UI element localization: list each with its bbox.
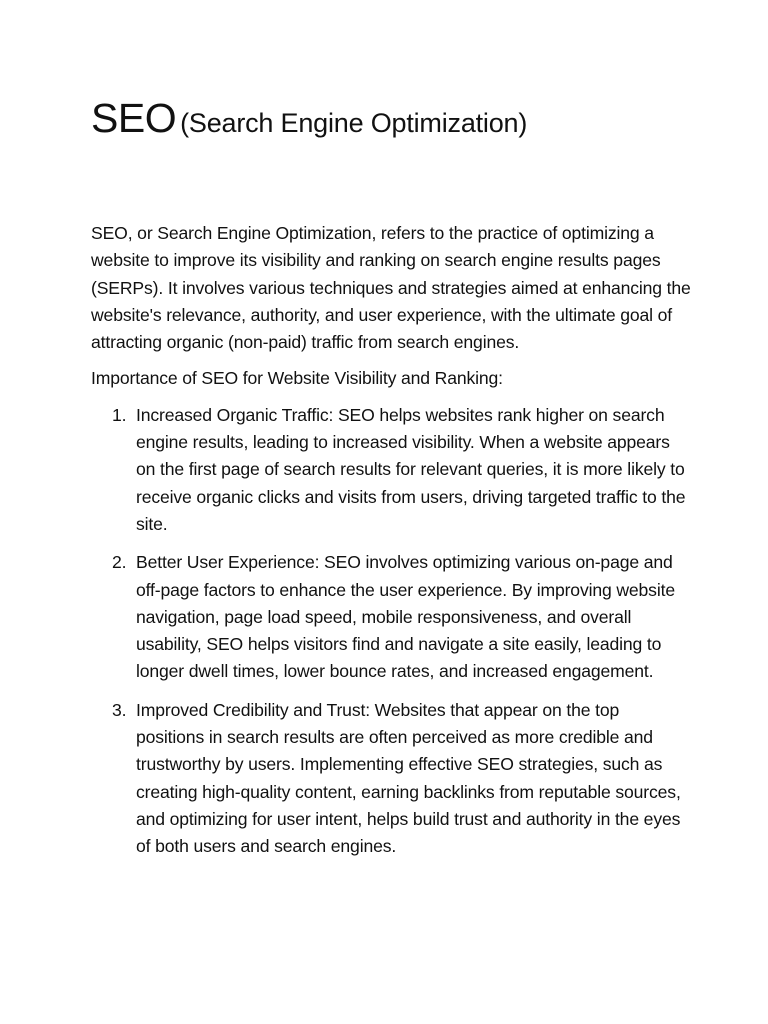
- list-item-text: Better User Experience: SEO involves optimizing various on-page and off-page factors to enhance the user experience. By improving website navigation, page load speed, mobile responsiveness, and overall usability, SEO helps visitors find and navigate a site easily, leading to longer dwell times, lower bounce rates, and increased engagement.: [136, 552, 675, 682]
- list-item-number: 1.: [112, 404, 127, 425]
- title-subtitle: (Search Engine Optimization): [180, 108, 528, 138]
- list-item: [91, 697, 691, 861]
- title-main: SEO: [91, 95, 177, 141]
- list-item-text: Improved Credibility and Trust: Websites that appear on the top positions in search results are often perceived as more credible and trustworthy by users. Implementing effective SEO strategies, such as creating high-quality content, earning backlinks from reputable sources, and optimizing for user intent, helps build trust and authority in the eyes of both users and search engines.: [136, 699, 681, 857]
- importance-heading: Importance of SEO for Website Visibility and Ranking:: [91, 368, 503, 389]
- document-body: [91, 220, 691, 872]
- list-item: [91, 402, 691, 538]
- page-title: [91, 95, 528, 141]
- list-item-number: 2.: [112, 552, 127, 573]
- list-item-number: 3.: [112, 699, 127, 720]
- list-item-text: Increased Organic Traffic: SEO helps websites rank higher on search engine results, leading to increased visibility. When a website appears on the first page of search results for relevant queries, it is more likely to receive organic clicks and visits from users, driving targeted traffic to the site.: [136, 404, 686, 534]
- list-item: [91, 549, 691, 685]
- importance-list: [91, 402, 691, 861]
- intro-paragraph: SEO, or Search Engine Optimization, refers to the practice of optimizing a website to improve its visibility and ranking on search engine results pages (SERPs). It involves various techniques and strategies aimed at enhancing the website's relevance, authority, and user experience, with the ultimate goal of attracting organic (non-paid) traffic from search engines.: [91, 223, 691, 353]
